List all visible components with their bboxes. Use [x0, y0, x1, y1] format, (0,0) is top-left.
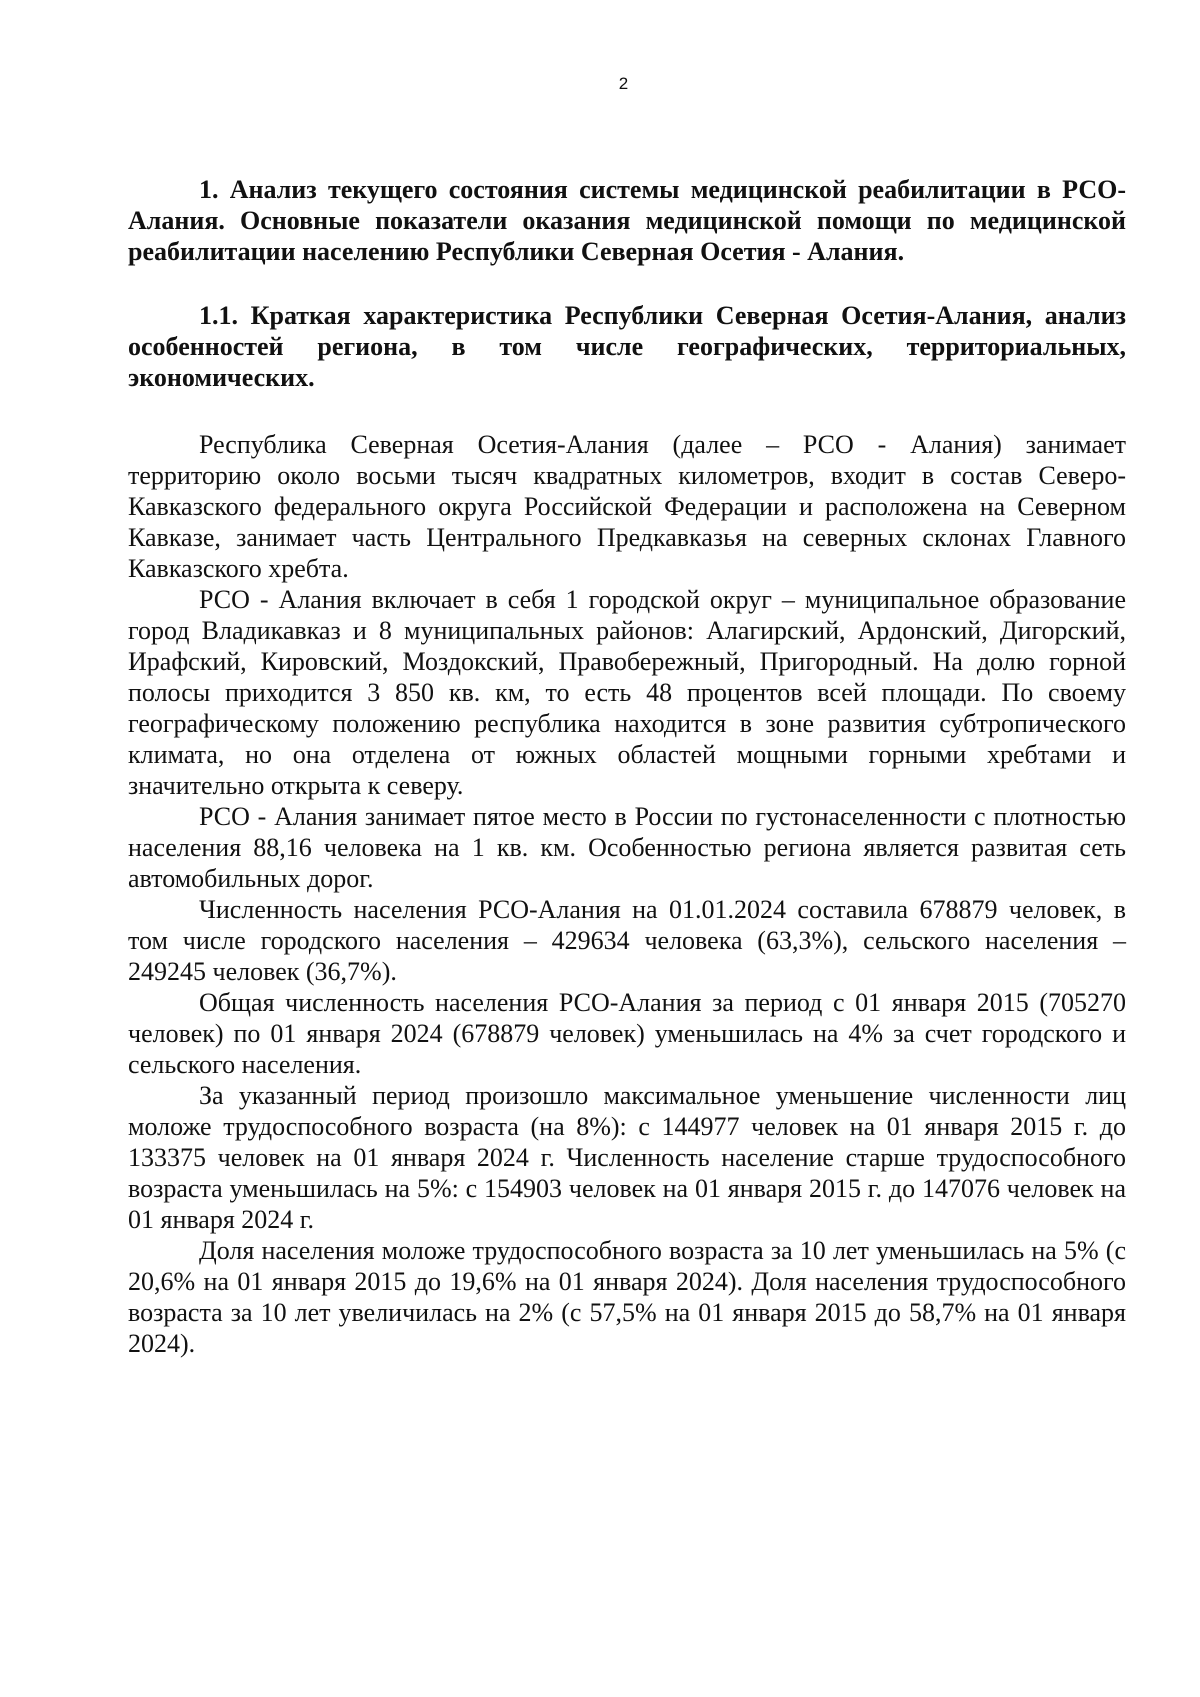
paragraph-density: РСО - Алания занимает пятое место в России по густонаселенности с плотностью населения 88,16 человека на 1 кв. км. Особенностью региона является развитая сеть автомобильных дорог. — [128, 802, 1126, 893]
document-body — [128, 174, 1126, 1359]
paragraph-population-change: Общая численность населения РСО-Алания за период с 01 января 2015 (705270 человек) по 01 января 2024 (678879 человек) уменьшилась на 4% за счет городского и сельского населения. — [128, 988, 1126, 1079]
paragraph-age-groups: За указанный период произошло максимальное уменьшение численности лиц моложе трудоспособного возраста (на 8%): с 144977 человек на 01 января 2015 г. до 133375 человек на 01 января 2024 г. Численность население старше трудоспособного возраста уменьшилась на 5%: с 154903 человек на 01 января 2015 г. до 147076 человек на 01 января 2024 г. — [128, 1081, 1126, 1234]
page-number: 2 — [618, 74, 629, 93]
section-heading-1-1: 1.1. Краткая характеристика Республики Северная Осетия-Алания, анализ особенностей региона, в том числе географических, территориальных, экономических. — [128, 301, 1126, 392]
paragraph-population: Численность населения РСО-Алания на 01.01.2024 составила 678879 человек, в том числе городского населения – 429634 человека (63,3%), сельского населения – 249245 человек (36,7%). — [128, 895, 1126, 986]
paragraph-age-shares: Доля населения моложе трудоспособного возраста за 10 лет уменьшилась на 5% (с 20,6% на 01 января 2015 до 19,6% на 01 января 2024). Доля населения трудоспособного возраста за 10 лет увеличилась на 2% (с 57,5% на 01 января 2015 до 58,7% на 01 января 2024). — [128, 1236, 1126, 1358]
section-heading-1: 1. Анализ текущего состояния системы медицинской реабилитации в РСО-Алания. Основные показатели оказания медицинской помощи по медицинской реабилитации населению Республики Северная Осетия - Алания. — [128, 175, 1126, 266]
paragraph-districts: РСО - Алания включает в себя 1 городской округ – муниципальное образование город Владикавказ и 8 муниципальных районов: Алагирский, Ардонский, Дигорский, Ирафский, Кировский, Моздокский, Правобережный, Пригородный. На долю горной полосы приходится 3 850 кв. км, то есть 48 процентов всей площади. По своему географическому положению республика находится в зоне развития субтропического климата, но она отделена от южных областей мощными горными хребтами и значительно открыта к северу. — [128, 585, 1126, 800]
paragraph-territory: Республика Северная Осетия-Алания (далее – РСО - Алания) занимает территорию около восьми тысяч квадратных километров, входит в состав Северо-Кавказского федерального округа Российской Федерации и расположена на Северном Кавказе, занимает часть Центрального Предкавказья на северных склонах Главного Кавказского хребта. — [128, 430, 1126, 583]
